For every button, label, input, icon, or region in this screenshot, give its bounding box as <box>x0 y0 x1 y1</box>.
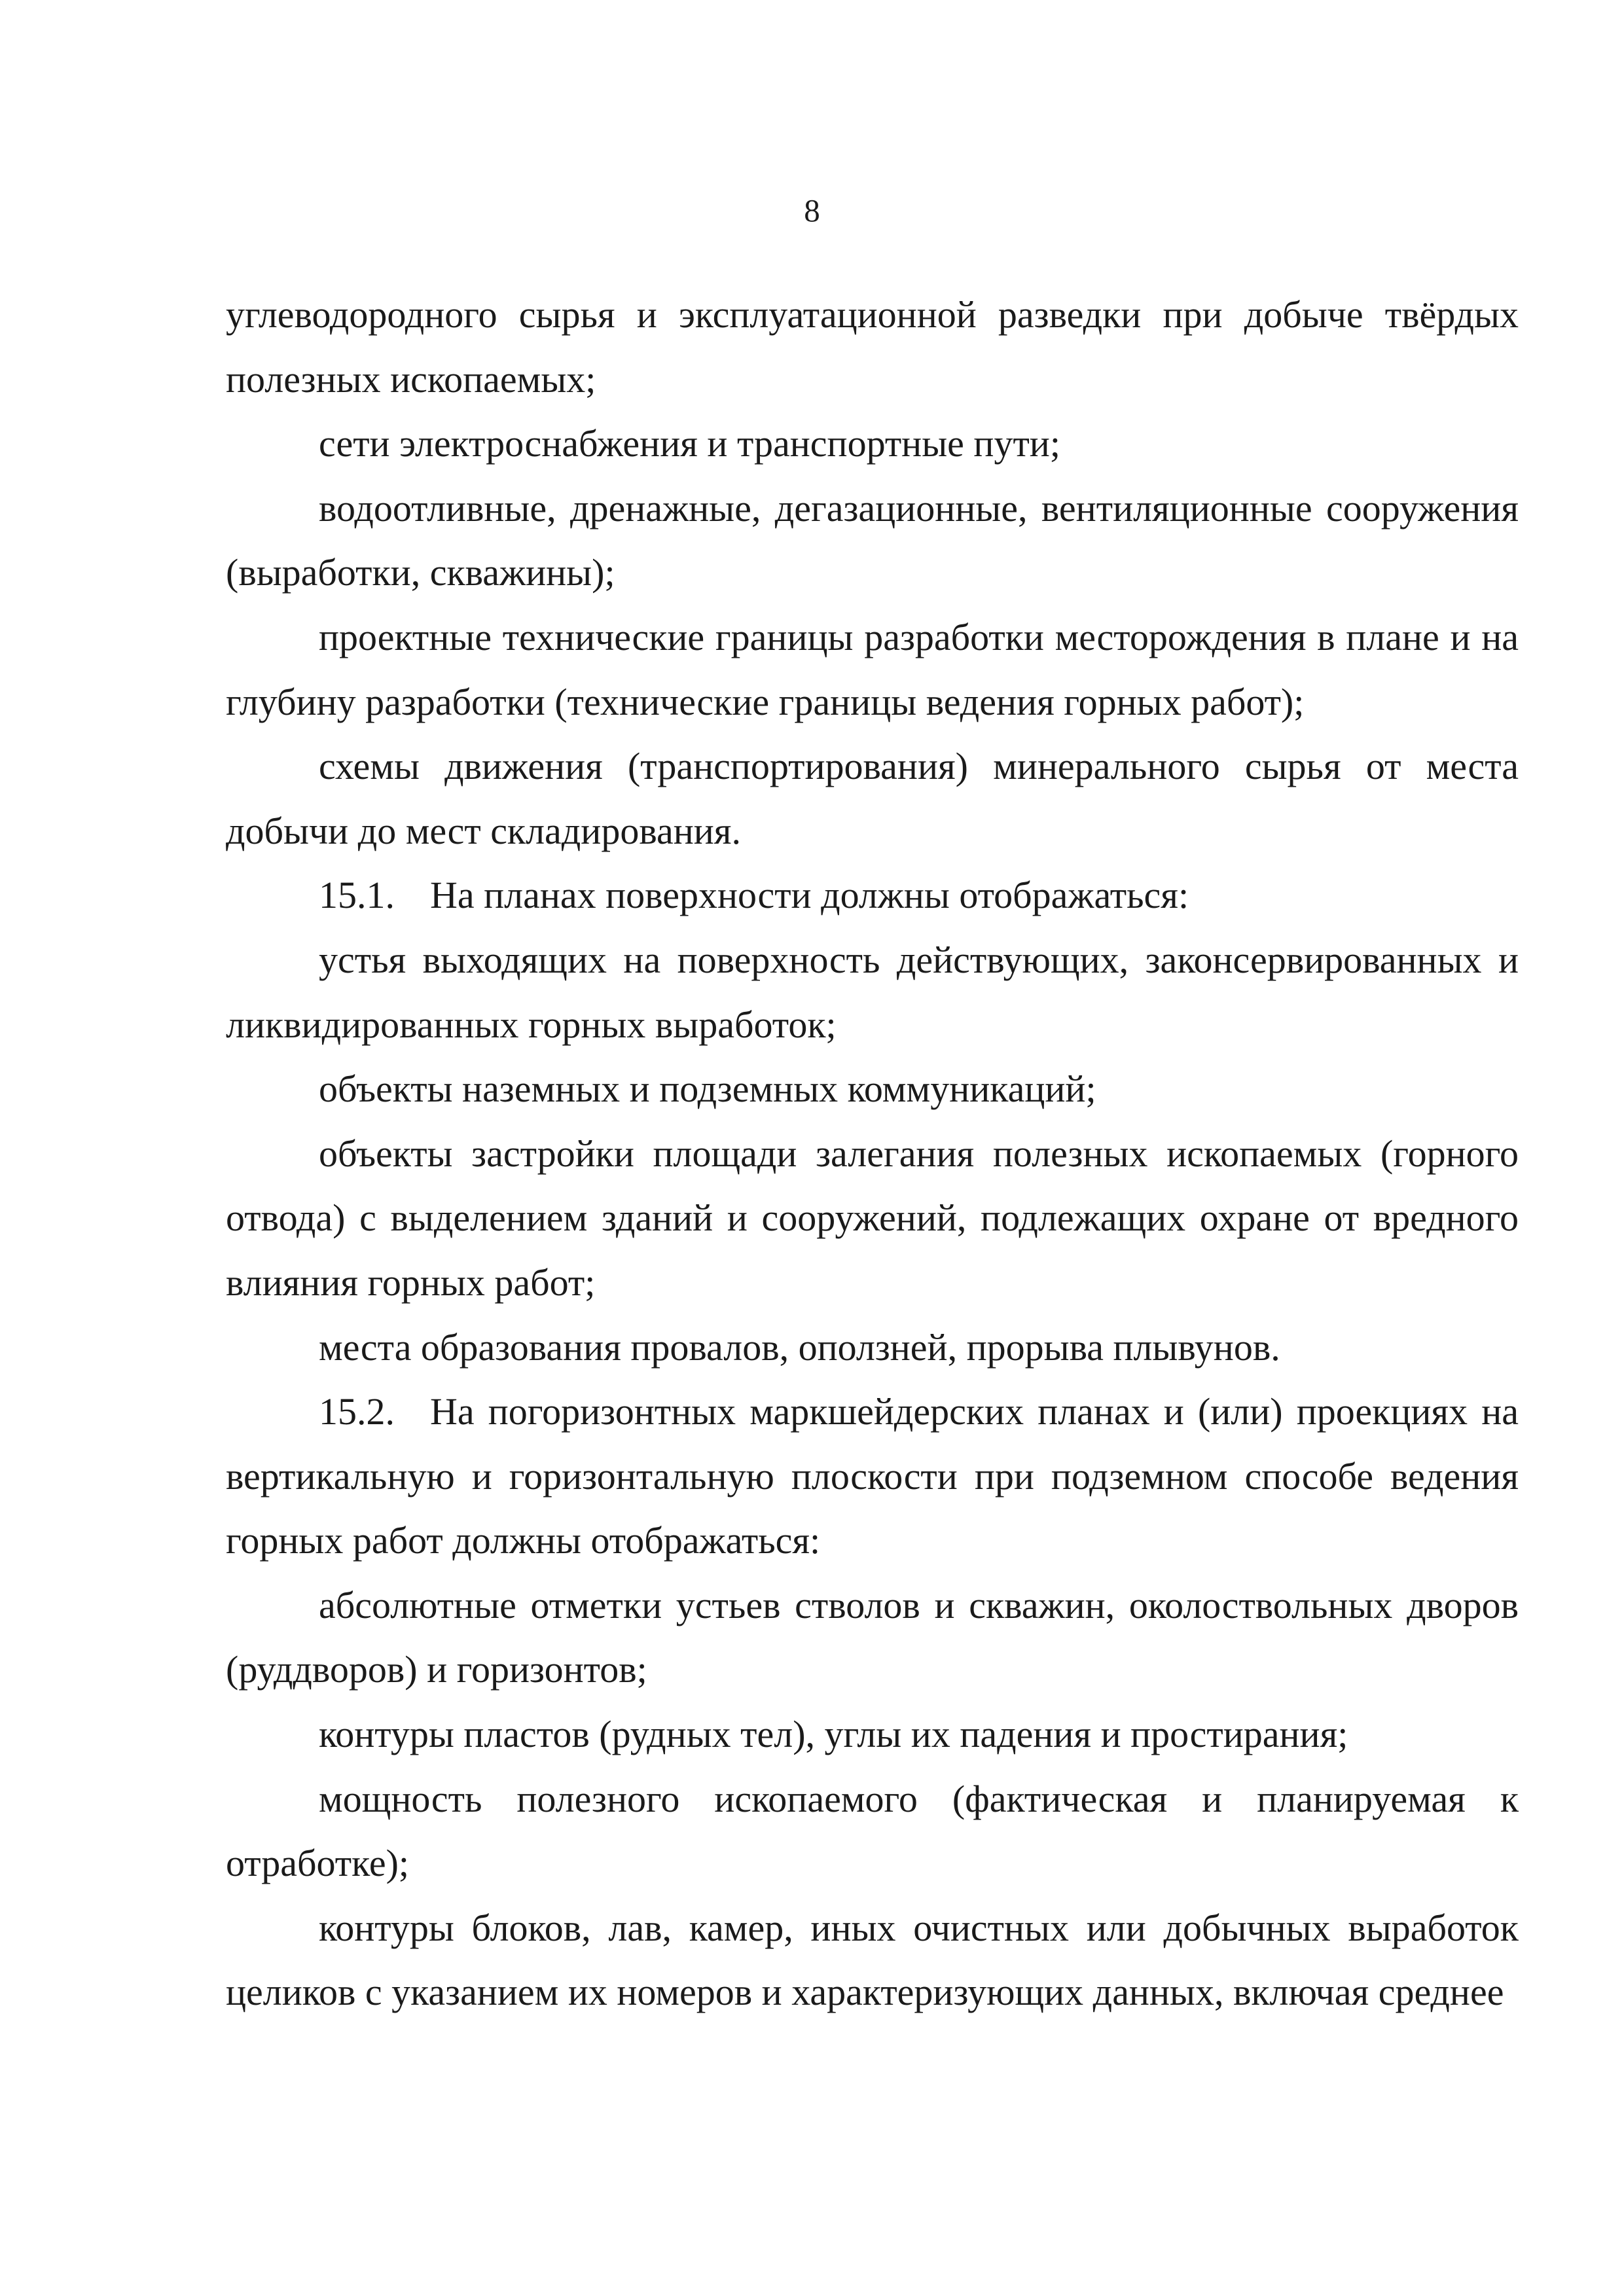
paragraph-continuation <box>226 283 1519 412</box>
list-item <box>226 1702 1519 1767</box>
paragraph-text: углеводородного сырья и эксплуатационной разведки при добыче твёрдых полезных ископаемых; <box>226 293 1519 401</box>
paragraph-text: водоотливные, дренажные, дегазационные, вентиляционные сооружения (выработки, скважины); <box>226 486 1519 594</box>
list-item <box>226 476 1519 605</box>
list-item <box>226 1316 1519 1380</box>
paragraph-text: На погоризонтных маркшейдерских планах и (или) проекциях на вертикальную и горизонтальную плоскости при подземном способе ведения горных работ должны отображаться: <box>226 1390 1519 1562</box>
paragraph-text: проектные технические границы разработки месторождения в плане и на глубину разработки (технические границы ведения горных работ); <box>226 615 1519 723</box>
list-item <box>226 605 1519 734</box>
list-item <box>226 1573 1519 1702</box>
paragraph-text: На планах поверхности должны отображаться: <box>430 874 1189 917</box>
list-item <box>226 1122 1519 1316</box>
clause-number: 15.2. <box>319 1390 395 1433</box>
paragraph-text: схемы движения (транспортирования) минерального сырья от места добычи до мест складирования. <box>226 745 1519 852</box>
list-item <box>226 1896 1519 2025</box>
list-item <box>226 1767 1519 1896</box>
list-item <box>226 734 1519 863</box>
paragraph-text: абсолютные отметки устьев стволов и скважин, околоствольных дворов (руддворов) и горизонтов; <box>226 1583 1519 1691</box>
page-number: 8 <box>804 192 820 228</box>
numbered-clause <box>226 863 1519 928</box>
paragraph-text: устья выходящих на поверхность действующих, законсервированных и ликвидированных горных выработок; <box>226 938 1519 1046</box>
clause-number: 15.1. <box>319 874 395 917</box>
paragraph-text: контуры пластов (рудных тел), углы их падения и простирания; <box>319 1713 1348 1756</box>
document-body <box>226 283 1519 2025</box>
list-item <box>226 928 1519 1057</box>
paragraph-text: мощность полезного ископаемого (фактическая и планируемая к отработке); <box>226 1777 1519 1885</box>
paragraph-text: сети электроснабжения и транспортные пути; <box>319 422 1060 465</box>
list-item <box>226 412 1519 476</box>
paragraph-text: места образования провалов, оползней, прорыва плывунов. <box>319 1325 1280 1369</box>
paragraph-text: контуры блоков, лав, камер, иных очистных или добычных выработок целиков с указанием их номеров и характеризующих данных, включая среднее <box>226 1906 1519 2014</box>
numbered-clause <box>226 1380 1519 1573</box>
paragraph-text: объекты застройки площади залегания полезных ископаемых (горного отвода) с выделением зданий и сооружений, подлежащих охране от вредного влияния горных работ; <box>226 1132 1519 1304</box>
list-item <box>226 1057 1519 1122</box>
paragraph-text: объекты наземных и подземных коммуникаций; <box>319 1067 1096 1111</box>
